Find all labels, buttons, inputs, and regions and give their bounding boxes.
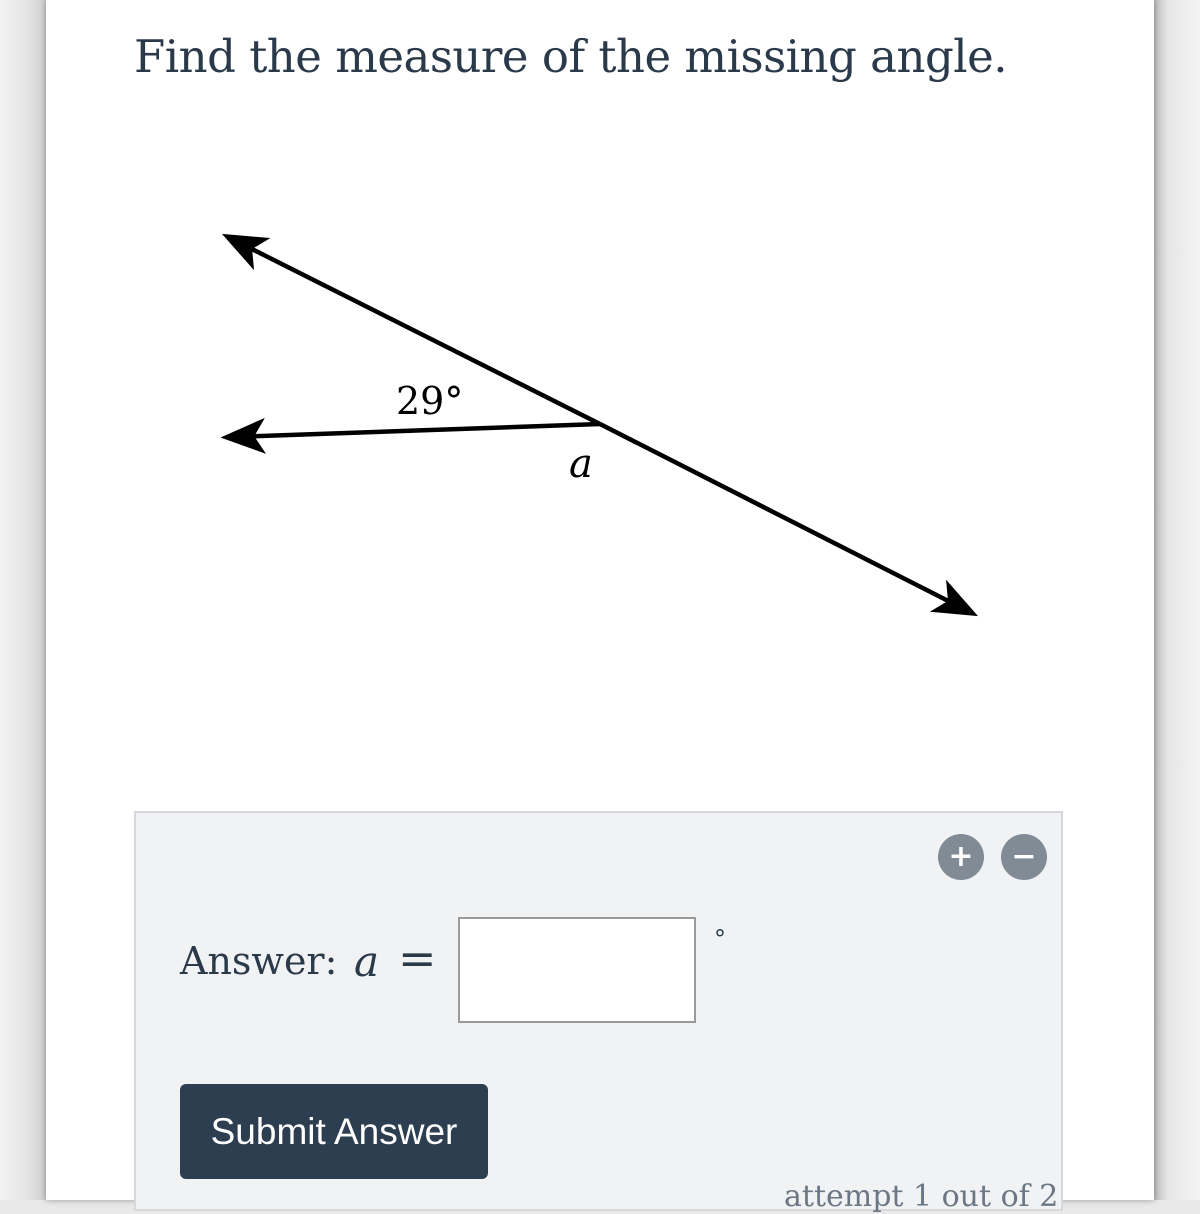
right-page-edge — [1154, 0, 1200, 1200]
question-prompt: Find the measure of the missing angle. — [134, 30, 1008, 83]
equals-sign: = — [398, 931, 437, 985]
zoom-in-icon[interactable]: + — [938, 834, 984, 880]
answer-panel — [134, 811, 1063, 1214]
answer-input[interactable] — [458, 917, 696, 1023]
degree-unit: ° — [714, 925, 726, 953]
angle-diagram — [46, 0, 1154, 760]
unknown-angle-label: a — [569, 441, 593, 487]
zoom-out-icon[interactable]: − — [1001, 834, 1047, 880]
transversal-ray-down-right — [600, 424, 966, 610]
attempt-counter: attempt 1 out of 2 — [784, 1179, 1059, 1214]
answer-label: Answer: — [180, 939, 338, 983]
submit-answer-button[interactable]: Submit Answer — [180, 1084, 488, 1179]
left-page-edge — [0, 0, 46, 1200]
given-angle-label: 29° — [396, 379, 464, 423]
answer-variable: a — [354, 937, 380, 986]
question-page — [46, 0, 1154, 1214]
horizontal-ray-left — [234, 424, 600, 437]
